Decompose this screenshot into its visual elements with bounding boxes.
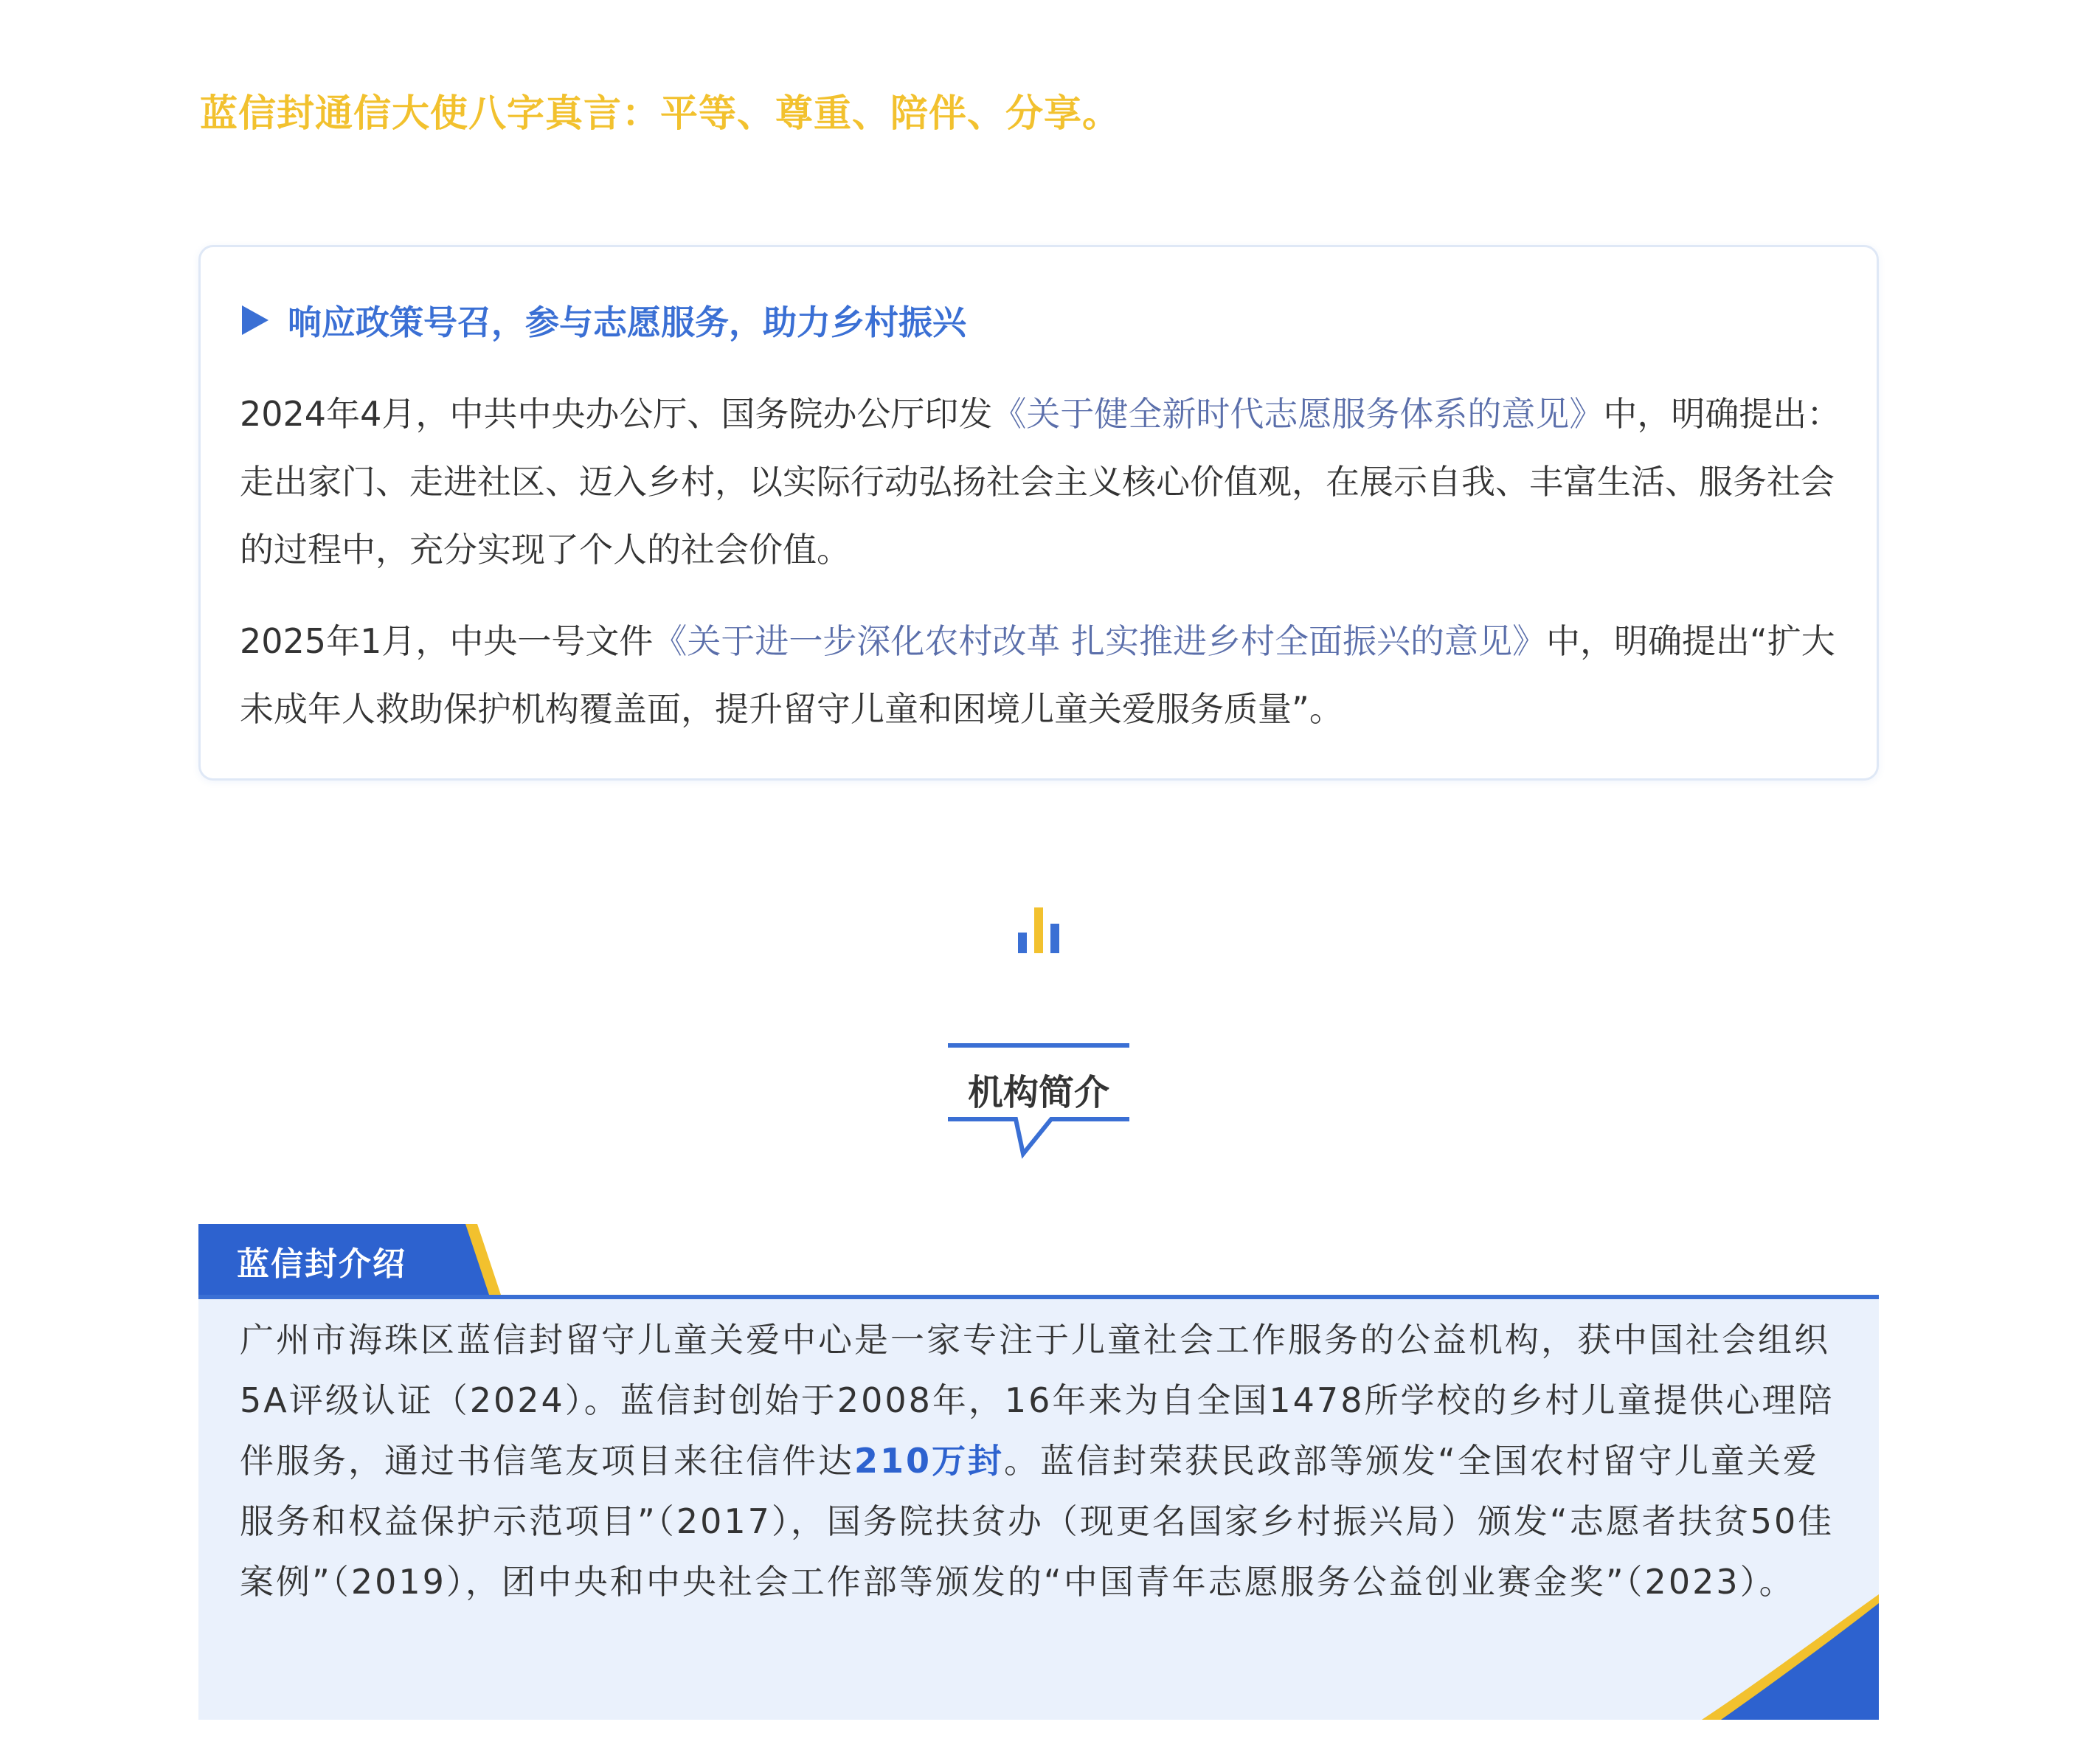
section-heading-top-line [948,1043,1129,1048]
triangle-right-icon [242,305,269,335]
policy-paragraph-2024 [240,380,1848,584]
policy-paragraph-2025-rest: 中，明确提出“扩大未成年人救助保护机构覆盖面，提升留守儿童和困境儿童关爱服务质量”。 [240,621,1835,729]
bar-chart-icon-bar-middle [1034,907,1043,953]
policy-paragraph-2024-rest: 中，明确提出：走出家门、走进社区、迈入乡村，以实际行动弘扬社会主义核心价值观，在展示自我、丰富生活、服务社会的过程中，充分实现了个人的社会价值。 [240,394,1841,570]
intro-card [198,1299,1879,1720]
intro-tab [198,1224,508,1295]
policy-heading [242,296,966,345]
intro-tab-label: 蓝信封介绍 [237,1245,406,1283]
section-heading [948,1043,1129,1161]
section-title: 机构简介 [967,1072,1109,1113]
policy-paragraph-2025 [240,607,1848,743]
intro-paragraph [240,1310,1842,1612]
policy-document-title-2024: 《关于健全新时代志愿服务体系的意见》 [992,394,1604,434]
speech-bubble-pointer-icon [948,1117,1129,1163]
policy-paragraph-2025-lead: 2025年1月，中央一号文件 [240,621,654,661]
intro-paragraph-rest: 。蓝信封荣获民政部等颁发“全国农村留守儿童关爱服务和权益保护示范项目”（2017），国务院扶贫办（现更名国家乡村振兴局）颁发“志愿者扶贫50佳案例”（2019），团中央和中央社会工作部等颁发的“中国青年志愿服务公益创业赛金奖”（2023）。 [240,1441,1835,1602]
policy-paragraph-2024-lead: 2024年4月，中共中央办公厅、国务院办公厅印发 [240,394,993,434]
bar-chart-icon-bar-left [1018,933,1027,953]
bar-chart-icon-bar-right [1050,924,1059,953]
policy-document-title-2025: 《关于进一步深化农村改革 扎实推进乡村全面振兴的意见》 [653,621,1546,661]
policy-card [198,245,1879,781]
intro-paragraph-lead: 广州市海珠区蓝信封留守儿童关爱中心是一家专注于儿童社会工作服务的公益机构，获中国社会组织5A评级认证（2024）。蓝信封创始于2008年，16年来为自全国1478所学校的乡村儿童提供心理陪伴服务，通过书信笔友项目来往信件达 [240,1320,1835,1481]
policy-heading-text: 响应政策号召，参与志愿服务，助力乡村振兴 [288,302,966,342]
letters-count-highlight: 210万封 [854,1441,1005,1481]
corner-swoosh-decoration [1658,1594,1879,1720]
slogan: 蓝信封通信大使八字真言：平等、尊重、陪伴、分享。 [200,92,1121,136]
bar-chart-icon [1017,905,1064,953]
